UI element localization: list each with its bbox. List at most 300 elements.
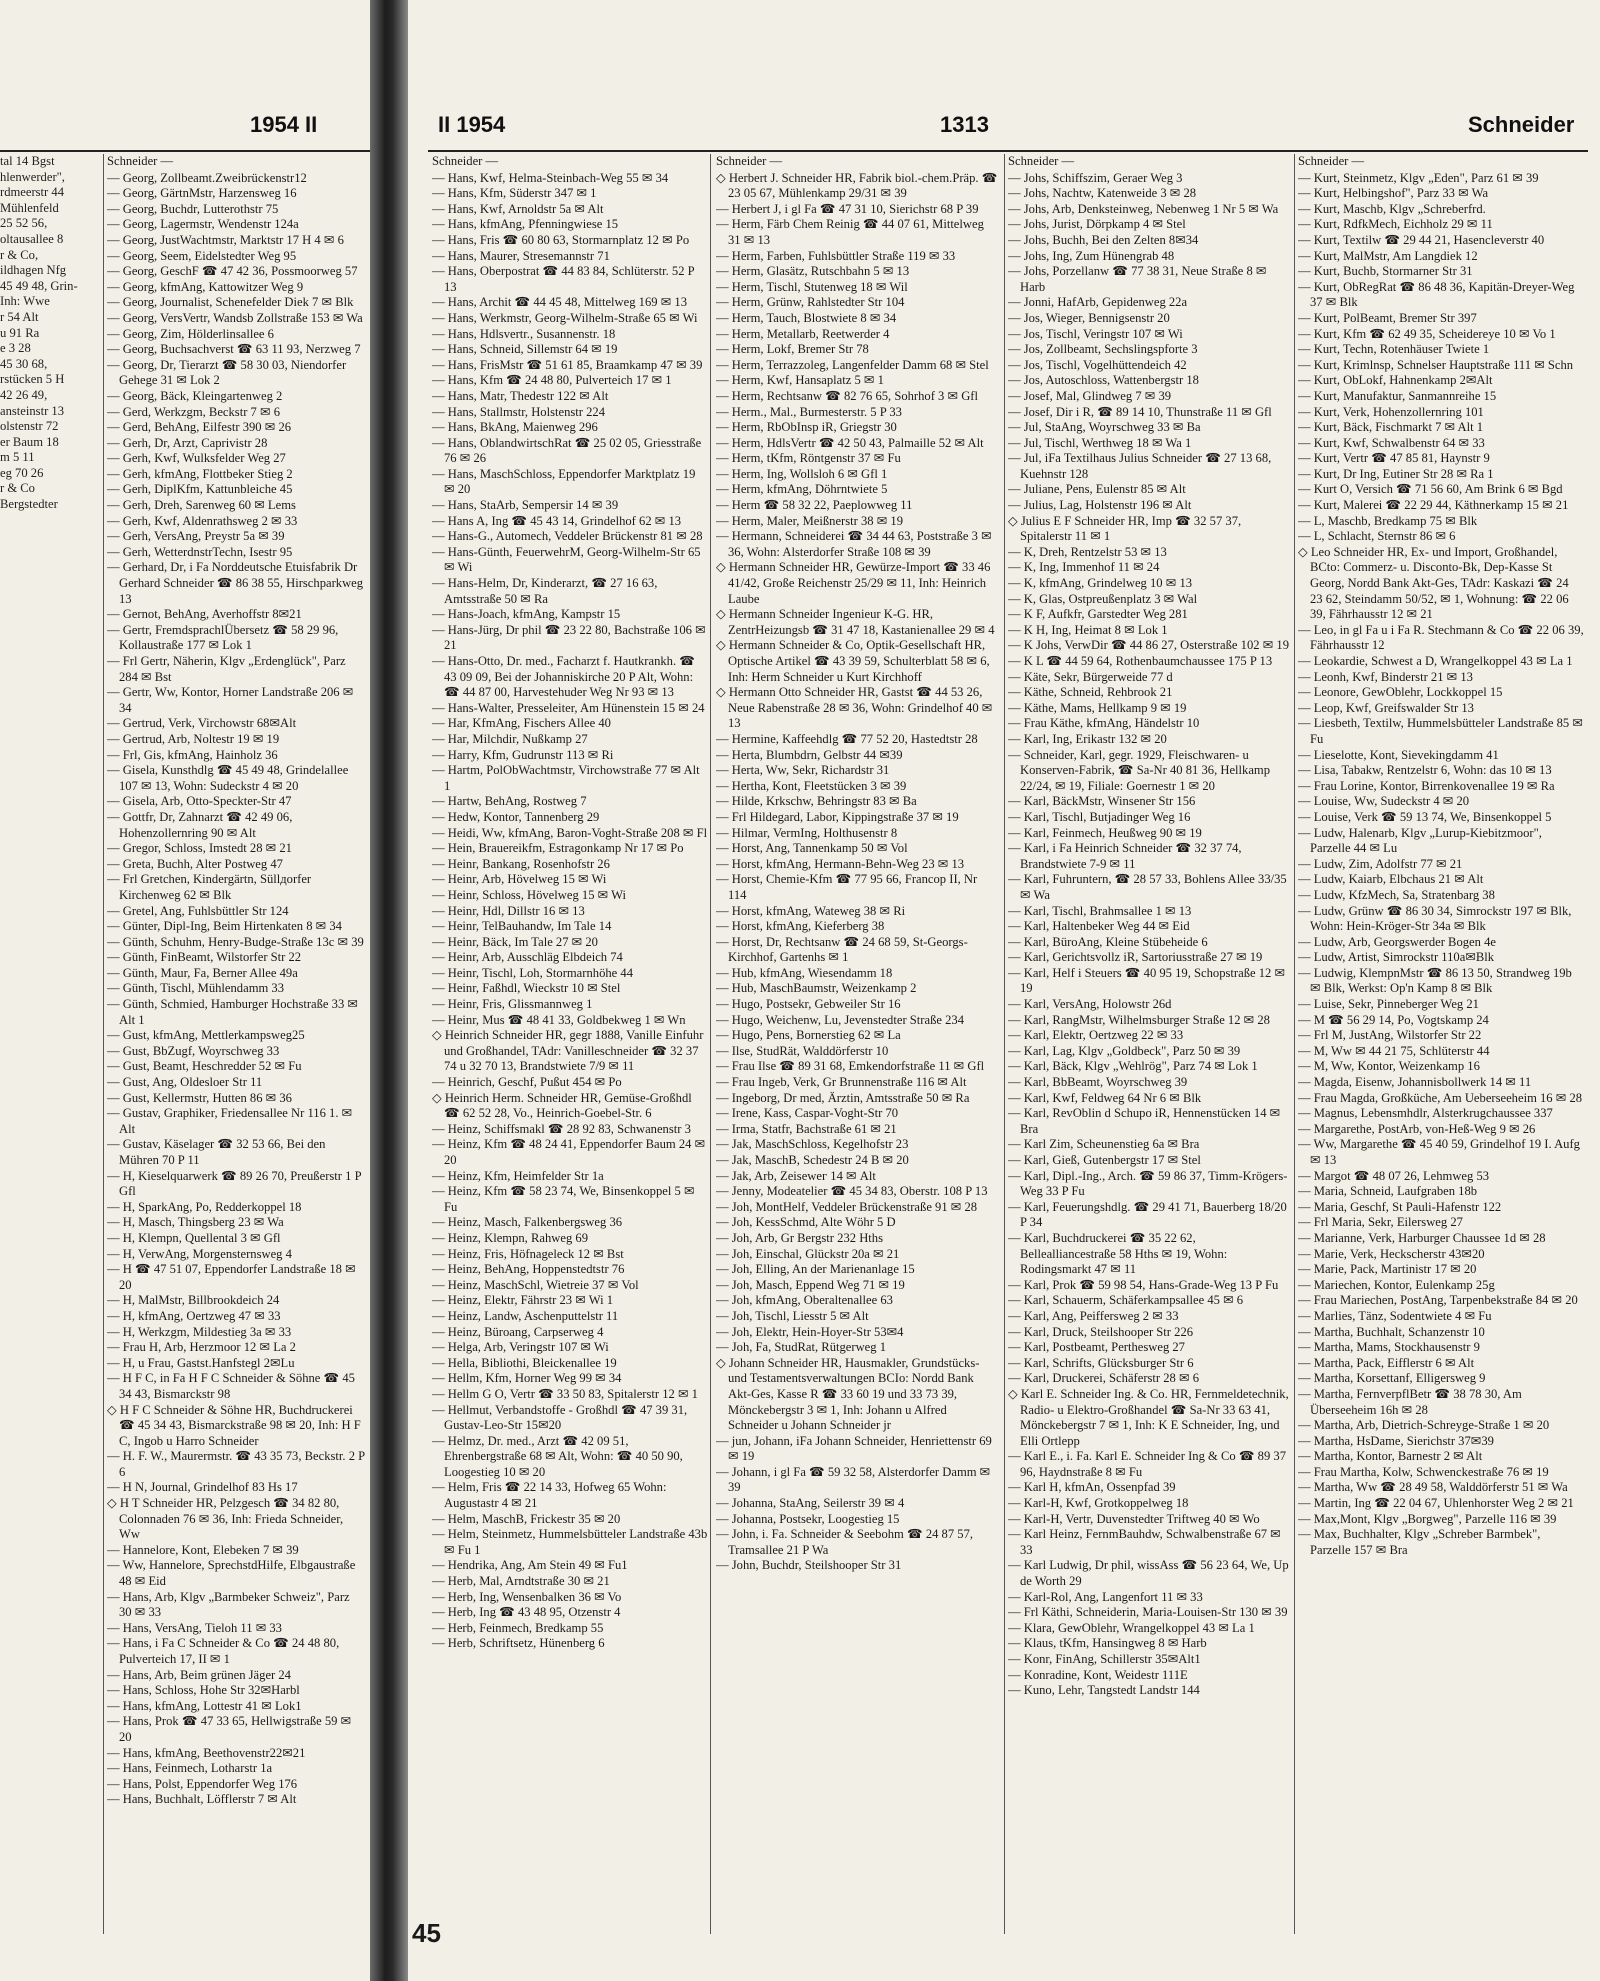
directory-entry: — Karl, VersAng, Holowstr 26d — [1008, 997, 1172, 1012]
edge-fragment: 45 49 48, Grin- — [0, 278, 78, 293]
directory-entry: — Martha, FernverpflBetr ☎ 38 78 30, Am Überseeheim 16h ✉ 28 — [1298, 1386, 1522, 1417]
edge-fragment: oltausallee 8 — [0, 231, 64, 246]
column-divider-1 — [710, 154, 711, 1934]
directory-entry: — Kurt, Maschb, Klgv „Schreberfrd. — [1298, 201, 1486, 216]
directory-entry: — Karl-H, Vertr, Duvenstedter Triftweg 40 ✉ Wo — [1008, 1511, 1260, 1526]
running-head: Schneider — [1468, 112, 1575, 137]
directory-entry: — Hella, Bibliothi, Bleickenallee 19 — [432, 1355, 617, 1370]
directory-entry: — Hans, i Fa C Schneider & Co ☎ 24 48 80, Pulverteich 17, II ✉ 1 — [107, 1636, 340, 1666]
directory-entry: — H, Masch, Thingsberg 23 ✉ Wa — [107, 1215, 284, 1230]
directory-entry: — Gertrud, Arb, Noltestr 19 ✉ 19 — [107, 731, 280, 746]
edge-fragment: olstenstr 72 — [0, 419, 59, 434]
directory-entry: — Martha, Ww ☎ 28 49 58, Walddörferstr 51 ✉ Wa — [1298, 1480, 1568, 1495]
directory-entry: — Herm, Kwf, Hansaplatz 5 ✉ 1 — [716, 373, 884, 388]
directory-entry: — Jos, Tischl, Vogelhüttendeich 42 — [1008, 357, 1187, 372]
directory-entry: — Frau Ingeb, Verk, Gr Brunnenstraße 116 ✉ Alt — [716, 1075, 967, 1090]
edge-fragment: r & Co, — [0, 247, 39, 262]
directory-entry: — Herm, Farben, Fuhlsbüttler Straße 119 ✉ 33 — [716, 248, 956, 263]
directory-entry: — Frau H, Arb, Herzmoor 12 ✉ La 2 — [107, 1340, 296, 1355]
directory-entry: — Jenny, Modeatelier ☎ 45 34 83, Oberstr. 108 P 13 — [716, 1184, 988, 1199]
directory-entry: — Klara, GewOblehr, Wrangelkoppel 43 ✉ La 1 — [1008, 1620, 1255, 1635]
directory-entry: — Irma, Statfr, Bachstraße 61 ✉ 21 — [716, 1121, 897, 1136]
directory-entry: — Horst, Dr, Rechtsanw ☎ 24 68 59, St-Georgs-Kirchhof, Gartenhs ✉ 1 — [716, 934, 968, 965]
directory-entry: ◇ Hermann Schneider HR, Gewürze-Import ☎ 33 46 41/42, Große Reichenstr 25/29 ✉ 11, Inh: Heinrich Laube — [716, 560, 991, 606]
directory-entry: — Hans, StaArb, Sempersir 14 ✉ 39 — [432, 498, 619, 513]
directory-entry: — Käthe, Schneid, Rehbrook 21 — [1008, 685, 1173, 700]
directory-entry: — Hans A, Ing ☎ 45 43 14, Grindelhof 62 ✉ 13 — [432, 513, 682, 528]
directory-entry: — Hannelore, Kont, Elebeken 7 ✉ 39 — [107, 1542, 299, 1557]
directory-entry: — John, i. Fa. Schneider & Seebohm ☎ 24 87 57, Tramsallee 21 P Wa — [716, 1527, 974, 1557]
directory-entry: — Karl, Tischl, Butjadinger Weg 16 — [1008, 809, 1191, 824]
directory-entry: — Herm, Grünw, Rahlstedter Str 104 — [716, 295, 905, 310]
directory-entry: — Käthe, Mams, Hellkamp 9 ✉ 19 — [1008, 700, 1187, 715]
directory-entry: — Karl, Druckerei, Schäferstr 28 ✉ 6 — [1008, 1371, 1199, 1386]
directory-entry: — Herm ☎ 58 32 22, Paeplowweg 11 — [716, 498, 913, 513]
directory-entry: — Heinz, Kfm ☎ 58 23 74, We, Binsenkoppel 5 ✉ Fu — [432, 1184, 695, 1214]
directory-entry: — Gust, kfmAng, Mettlerkampsweg25 — [107, 1028, 305, 1043]
directory-entry: — Martha, HsDame, Sierichstr 37✉39 — [1298, 1433, 1494, 1448]
edge-fragment: 25 52 56, — [0, 216, 48, 231]
directory-entry: — Heinr, Bäck, Im Tale 27 ✉ 20 — [432, 934, 598, 949]
directory-entry: — Gust, Kellermstr, Hutten 86 ✉ 36 — [107, 1090, 292, 1105]
directory-entry: — Kurt O, Versich ☎ 71 56 60, Am Brink 6 ✉ Bgd — [1298, 482, 1563, 497]
directory-entry: — Ludw, Artist, Simrockstr 110a✉Blk — [1298, 950, 1495, 965]
directory-entry: — Hans, Schloss, Hohe Str 32✉Harbl — [107, 1683, 300, 1698]
directory-entry: — Karl-Rol, Ang, Langenfort 11 ✉ 33 — [1008, 1589, 1203, 1604]
directory-entry: — Gerh, Dr, Arzt, Caprivistr 28 — [107, 435, 268, 450]
directory-entry: — Karl, Fuhruntern, ☎ 28 57 33, Bohlens Allee 33/35 ✉ Wa — [1008, 872, 1287, 902]
directory-entry: — Helm, MaschB, Frickestr 35 ✉ 20 — [432, 1511, 621, 1526]
directory-entry: — Heinz, Fris, Höfnageleck 12 ✉ Bst — [432, 1246, 624, 1261]
directory-entry: — Hans, Prok ☎ 47 33 65, Hellwigstraße 59 ✉ 20 — [107, 1714, 352, 1744]
directory-entry: — Hans, FrisMstr ☎ 51 61 85, Braamkamp 47 ✉ 39 — [432, 357, 703, 372]
directory-entry: — Frl Gretchen, Kindergärtn, Süllдorfer Kirchenweg 62 ✉ Blk — [107, 872, 312, 902]
directory-entry: — Johs, Jurist, Dörpkamp 4 ✉ Stel — [1008, 217, 1186, 232]
column-divider-3 — [1294, 154, 1295, 1934]
edge-fragment: er Baum 18 — [0, 434, 59, 449]
directory-entry: — Kurt, Dr Ing, Eutiner Str 28 ✉ Ra 1 — [1298, 466, 1494, 481]
directory-entry: — Luise, Sekr, Pinneberger Weg 21 — [1298, 997, 1479, 1012]
directory-entry: — Margot ☎ 48 07 26, Lehmweg 53 — [1298, 1168, 1490, 1183]
directory-entry: — Gust, Beamt, Heschredder 52 ✉ Fu — [107, 1059, 302, 1074]
directory-entry: — Hendrika, Ang, Am Stein 49 ✉ Fu1 — [432, 1558, 628, 1573]
directory-entry: — Johanna, StaAng, Seilerstr 39 ✉ 4 — [716, 1496, 905, 1511]
directory-entry: — K, Glas, Ostpreußenplatz 3 ✉ Wal — [1008, 591, 1198, 606]
column-head: Schneider — — [107, 154, 174, 168]
directory-entry: — Karl-H, Kwf, Grotkoppelweg 18 — [1008, 1496, 1189, 1511]
directory-entry: — Günth, Schuhm, Henry-Budge-Straße 13c ✉ 39 — [107, 934, 364, 949]
directory-entry: — Heinr, Schloss, Hövelweg 15 ✉ Wi — [432, 887, 626, 902]
directory-entry: — Georg, Lagermstr, Wendenstr 124a — [107, 217, 299, 232]
directory-entry: — Hans, Maurer, Stresemannstr 71 — [432, 248, 610, 263]
directory-entry: — Horst, Ang, Tannenkamp 50 ✉ Vol — [716, 841, 908, 856]
left-edge-fragments — [0, 154, 100, 1954]
directory-entry: — Günth, FinBeamt, Wilstorfer Str 22 — [107, 950, 302, 965]
directory-entry: — Helm, Steinmetz, Hummelsbütteler Landstraße 43b ✉ Fu 1 — [432, 1527, 708, 1557]
directory-entry: — Karl, BäckMstr, Winsener Str 156 — [1008, 794, 1196, 809]
directory-entry: — Herm, Tauch, Blostwiete 8 ✉ 34 — [716, 310, 897, 325]
directory-entry: — Kurt, PolBeamt, Bremer Str 397 — [1298, 310, 1477, 325]
directory-entry: — Karl, Prok ☎ 59 98 54, Hans-Grade-Weg 13 P Fu — [1008, 1277, 1279, 1292]
directory-entry: — K H, Ing, Heimat 8 ✉ Lok 1 — [1008, 622, 1168, 637]
directory-entry: — Frl Käthi, Schneiderin, Maria-Louisen-Str 130 ✉ 39 — [1008, 1605, 1288, 1620]
directory-entry: — Herb, Feinmech, Bredkamp 55 — [432, 1620, 604, 1635]
directory-entry: — Kurt, Malerei ☎ 22 29 44, Käthnerkamp 15 ✉ 21 — [1298, 498, 1569, 513]
directory-entry: — Gisela, Arb, Otto-Speckter-Str 47 — [107, 794, 292, 809]
directory-entry: — H, Klempn, Quellental 3 ✉ Gfl — [107, 1230, 281, 1245]
directory-entry: — Hans, Kfm ☎ 24 48 80, Pulverteich 17 ✉ 1 — [432, 373, 672, 388]
directory-entry: — Heinr, Hdl, Dillstr 16 ✉ 13 — [432, 903, 585, 918]
directory-entry: — Leokardie, Schwest a D, Wrangelkoppel 43 ✉ La 1 — [1298, 654, 1573, 668]
directory-entry: — Hans, Kwf, Helma-Steinbach-Weg 55 ✉ 34 — [432, 170, 669, 185]
directory-entry: — Horst, kfmAng, Kieferberg 38 — [716, 919, 885, 934]
directory-entry: — Gerhard, Dr, i Fa Norddeutsche Etuisfabrik Dr Gerhard Schneider ☎ 86 38 55, Hirschparkweg 13 — [107, 560, 364, 606]
edge-fragment: Inh: Wwe — [0, 294, 50, 309]
right-page — [408, 0, 1600, 1981]
right-page-header: II 1954 — [438, 112, 506, 137]
edge-fragment: e 3 28 — [0, 341, 31, 356]
directory-entry: — H. F. W., Maurermstr. ☎ 43 35 73, Beckstr. 2 P 6 — [107, 1449, 365, 1479]
directory-entry: — Georg, Buchdr, Lutterothstr 75 — [107, 201, 279, 216]
directory-entry: — Hans, Matr, Thedestr 122 ✉ Alt — [432, 388, 609, 403]
directory-entry: — Frl Maria, Sekr, Eilersweg 27 — [1298, 1215, 1463, 1230]
directory-entry: — K Johs, VerwDir ☎ 44 86 27, Osterstraße 102 ✉ 19 — [1008, 638, 1290, 653]
directory-entry: — Johs, Nachtw, Katenweide 3 ✉ 28 — [1008, 186, 1197, 201]
edge-fragment: hlenwerder", — [0, 169, 65, 184]
directory-entry: ◇ Heinrich Herm. Schneider HR, Gemüse-Großhdl ☎ 62 52 28, Vo., Heinrich-Goebel-Str. 6 — [432, 1090, 692, 1121]
directory-entry: — Hermann, Schneiderei ☎ 34 44 63, Poststraße 3 ✉ 36, Wohn: Alsterdorfer Straße 108 ✉ 39 — [716, 529, 992, 559]
directory-entry: — Martha, Kontor, Barnestr 2 ✉ Alt — [1298, 1449, 1483, 1464]
directory-entry: — Jos, Autoschloss, Wattenbergstr 18 — [1008, 373, 1199, 388]
directory-entry: — Johanna, Postsekr, Loogestieg 15 — [716, 1511, 900, 1526]
left-page — [0, 0, 370, 1981]
directory-entry: — Hans, Arb, Klgv „Barmbeker Schweiz", Parz 30 ✉ 33 — [107, 1589, 350, 1620]
directory-entry: — Joh, Arb, Gr Bergstr 232 Hths — [716, 1230, 883, 1245]
directory-entry: — Marie, Pack, Martinistr 17 ✉ 20 — [1298, 1262, 1477, 1277]
directory-entry: — Ludw, Halenarb, Klgv „Lurup-Kiebitzmoor", Parzelle 44 ✉ Lu — [1298, 825, 1542, 856]
directory-entry: — Herm, RbObInsp iR, Griegstr 30 — [716, 420, 897, 435]
directory-entry: — Herm, Metallarb, Reetwerder 4 — [716, 326, 890, 341]
edge-fragment: ansteinstr 13 — [0, 403, 65, 418]
edge-fragment: Bergstedter — [0, 497, 58, 512]
directory-entry: — Hans, VersAng, Tieloh 11 ✉ 33 — [107, 1620, 282, 1635]
directory-entry: — Karl, Schrifts, Glücksburger Str 6 — [1008, 1355, 1194, 1370]
directory-entry: — Joh, KessSchmd, Alte Wöhr 5 D — [716, 1215, 896, 1230]
edge-fragment: rstücken 5 H — [0, 372, 65, 387]
directory-entry: — Herm, Färb Chem Reinig ☎ 44 07 61, Mittelweg 31 ✉ 13 — [716, 217, 984, 247]
directory-entry: ◇ Hermann Schneider Ingenieur K-G. HR, ZentrHeizungsb ☎ 31 47 18, Kastanienallee 29 ✉ 4 — [716, 607, 995, 637]
directory-entry: — Helga, Arb, Veringstr 107 ✉ Wi — [432, 1340, 609, 1355]
directory-entry: — L, Schlacht, Sternstr 86 ✉ 6 — [1298, 529, 1456, 544]
directory-entry: — Margarethe, PostArb, von-Heß-Weg 9 ✉ 26 — [1298, 1121, 1536, 1136]
directory-entry: — Gerh, DiplKfm, Kattunbleiche 45 — [107, 482, 293, 497]
directory-entry: — Jos, Tischl, Veringstr 107 ✉ Wi — [1008, 326, 1183, 341]
directory-entry: — Georg, VersVertr, Wandsb Zollstraße 153 ✉ Wa — [107, 310, 363, 325]
directory-entry: — Hilde, Krkschw, Behringstr 83 ✉ Ba — [716, 794, 917, 809]
directory-entry: — Johs, Schiffszim, Geraer Weg 3 — [1008, 170, 1183, 185]
directory-entry: — K, Ing, Immenhof 11 ✉ 24 — [1008, 560, 1160, 575]
directory-entry: — Kurt, MalMstr, Am Langdiek 12 — [1298, 248, 1478, 263]
directory-entry: — Günter, Dipl-Ing, Beim Hirtenkaten 8 ✉ 34 — [107, 919, 342, 934]
left-column-divider — [103, 154, 104, 1934]
directory-entry: — Martha, Korsettanf, Elligersweg 9 — [1298, 1371, 1486, 1386]
directory-entry: — Heinz, Schiffsmakl ☎ 28 92 83, Schwanenstr 3 — [432, 1121, 691, 1136]
directory-entry: — Joh, Masch, Eppend Weg 71 ✉ 19 — [716, 1277, 905, 1292]
directory-entry: ◇ Karl E. Schneider Ing. & Co. HR, Fernmeldetechnik, Radio- u Elektro-Großhandel ☎ Sa-Nr 33 63 41, Mönckebergstr 7 ✉ 1, Inh: K E Schneider, Ing, und Elli Ortlepp — [1008, 1386, 1289, 1448]
edge-fragment: m 5 11 — [0, 450, 35, 465]
left-column — [107, 154, 365, 1954]
left-header-rule — [0, 150, 370, 152]
directory-entry: — Hans, Stallmstr, Holstenstr 224 — [432, 404, 606, 419]
directory-entry: — Karl, Postbeamt, Perthesweg 27 — [1008, 1340, 1185, 1355]
directory-entry: — Frl Gertr, Näherin, Klgv „Erdenglück", Parz 284 ✉ Bst — [107, 654, 346, 684]
directory-entry: — Johs, Porzellanw ☎ 77 38 31, Neue Straße 8 ✉ Harb — [1008, 264, 1267, 294]
directory-entry: — Hub, kfmAng, Wiesendamm 18 — [716, 965, 893, 980]
directory-entry: — Heinr, Arb, Hövelweg 15 ✉ Wi — [432, 872, 607, 887]
directory-entry: — Hein, Brauereikfm, Estragonkamp Nr 17 ✉ Po — [432, 841, 684, 856]
directory-entry: — Johs, Ing, Zum Hünengrab 48 — [1008, 248, 1175, 263]
directory-entry: — Ww, Hannelore, SprechstdHilfe, Elbgaustraße 48 ✉ Eid — [107, 1558, 356, 1589]
directory-entry: — Har, KfmAng, Fischers Allee 40 — [432, 716, 611, 731]
directory-entry: — Hans, kfmAng, Pfenningwiese 15 — [432, 217, 619, 232]
directory-entry: — Karl, BüroAng, Kleine Stübeheide 6 — [1008, 934, 1208, 949]
directory-entry: — Martin, Ing ☎ 22 04 67, Uhlenhorster Weg 2 ✉ 21 — [1298, 1496, 1574, 1511]
directory-entry: — Magnus, Lebensmhdlr, Alsterkrugchaussee 337 — [1298, 1106, 1553, 1121]
directory-entry: — Jos, Zollbeamt, Sechslingspforte 3 — [1008, 342, 1198, 357]
directory-entry: — Jak, Arb, Zeisewег 14 ✉ Alt — [716, 1168, 876, 1183]
directory-entry: — Ludw, Arb, Georgswerder Bogen 4e — [1298, 934, 1496, 949]
column-head: Schneider — — [432, 154, 499, 168]
directory-entry: — Georg, kfmAng, Kattowitzer Weg 9 — [107, 279, 304, 294]
directory-entry: — Hans-Walter, Presseleiter, Am Hünenstein 15 ✉ 24 — [432, 700, 705, 715]
column-head: Schneider — — [1008, 154, 1075, 168]
directory-entry: — Jonni, HafArb, Gepidenweg 22a — [1008, 295, 1188, 310]
directory-entry: — Jul, iFa Textilhaus Julius Schneider ☎ 27 13 68, Kuehnstr 128 — [1008, 451, 1272, 481]
directory-entry: — Hans, Hdlsvertr., Susannenstr. 18 — [432, 326, 616, 341]
directory-entry: — Johann, i gl Fa ☎ 59 32 58, Alsterdorfer Damm ✉ 39 — [716, 1464, 991, 1495]
directory-entry: — Karl, Feuerungshdlg. ☎ 29 41 71, Bauerberg 18/20 P 34 — [1008, 1199, 1287, 1230]
directory-entry: — Hans, Kwf, Arnoldstr 5a ✉ Alt — [432, 201, 604, 216]
directory-entry: — Leo, in gl Fa u i Fa R. Stechmann & Co ☎ 22 06 39, Fährhausstr 12 — [1298, 622, 1584, 653]
directory-entry: — Hans-Günth, FeuerwehrM, Georg-Wilhelm-Str 65 ✉ Wi — [432, 544, 701, 575]
directory-entry: — K F, Aufkfr, Garstedter Weg 281 — [1008, 607, 1188, 622]
directory-entry: — H, SparkAng, Po, Redderkoppel 18 — [107, 1199, 302, 1214]
directory-entry: — Herb, Ing ☎ 43 48 95, Otzenstr 4 — [432, 1605, 621, 1620]
directory-entry: — Kurt, ObRegRat ☎ 86 48 36, Kapitän-Dreyer-Weg 37 ✉ Blk — [1298, 279, 1575, 310]
directory-entry: — Joh, MontHelf, Veddeler Brückenstraße 91 ✉ 28 — [716, 1199, 978, 1214]
directory-entry: — Georg, Bäck, Kleingartenweg 2 — [107, 388, 283, 403]
directory-entry: — Hilmar, VermIng, Holthusenstr 8 — [716, 825, 898, 840]
left-page-header: 1954 II — [250, 112, 318, 137]
page-number-bottom: 45 — [412, 1918, 441, 1948]
directory-entry: — Herm., Mal., Burmesterstr. 5 P 33 — [716, 404, 902, 419]
directory-entry: — Gerd, BehAng, Eilfestr 390 ✉ 26 — [107, 420, 292, 435]
directory-entry: — Helmz, Dr. med., Arzt ☎ 42 09 51, Ehrenbergstraße 68 ✉ Alt, Wohn: ☎ 40 50 90, Loogestieg 10 ✉ 20 — [432, 1433, 683, 1479]
directory-entry: — Gertr, Ww, Kontor, Horner Landstraße 206 ✉ 34 — [107, 685, 354, 715]
directory-entry: — Gretel, Ang, Fuhlsbüttler Str 124 — [107, 903, 289, 918]
column-head: Schneider — — [1298, 154, 1365, 168]
directory-entry: — Lieselotte, Kont, Sievekingdamm 41 — [1298, 747, 1499, 762]
directory-entry: — Heinz, Kfm ☎ 48 24 41, Eppendorfer Baum 24 ✉ 20 — [432, 1137, 706, 1167]
directory-entry: ◇ Herbert J. Schneider HR, Fabrik biol.-chem.Präp. ☎ 23 05 67, Mühlenkamp 29/31 ✉ 39 — [716, 170, 998, 201]
directory-entry: — Max,Mont, Klgv „Borgweg", Parzelle 116 ✉ 39 — [1298, 1511, 1557, 1526]
directory-entry: — Kurt, Kwf, Schwalbenstr 64 ✉ 33 — [1298, 435, 1485, 450]
column-1 — [432, 154, 708, 1954]
directory-entry: — Herm, Ing, Wollsloh 6 ✉ Gfl 1 — [716, 466, 888, 481]
directory-entry: — Horst, kfmAng, Wateweg 38 ✉ Ri — [716, 903, 906, 918]
directory-entry: — Herta, Ww, Sekr, Richardstr 31 — [716, 763, 890, 778]
directory-entry: — Martha, Mams, Stockhausenstr 9 — [1298, 1340, 1480, 1355]
directory-entry: — Kurt, Buchb, Stormarner Str 31 — [1298, 264, 1473, 279]
directory-entry: — Hub, MaschBaumstr, Weizenkamp 2 — [716, 981, 917, 996]
directory-entry: — Kurt, Steinmetz, Klgv „Eden", Parz 61 ✉ 39 — [1298, 170, 1539, 185]
directory-entry: — Gustav, Käselager ☎ 32 53 66, Bei den Mühren 70 P 11 — [107, 1137, 326, 1167]
directory-entry: — Karl, Ang, Peiffersweg 2 ✉ 33 — [1008, 1308, 1179, 1323]
directory-entry: — Magda, Eisenw, Johannisbollwerk 14 ✉ 11 — [1298, 1075, 1532, 1090]
directory-entry: — Kurt, Kfm ☎ 62 49 35, Scheidereye 10 ✉ Vo 1 — [1298, 326, 1556, 341]
edge-fragment: Mühlenfeld — [0, 200, 59, 215]
directory-entry: — Leonore, GewOblehr, Lockkoppel 15 — [1298, 685, 1503, 700]
directory-entry: — Kurt, Verk, Hohenzollernring 101 — [1298, 404, 1484, 419]
directory-entry: — K L ☎ 44 59 64, Rothenbaumchaussee 175 P 13 — [1008, 654, 1273, 668]
directory-entry: — Günth, Tischl, Mühlendamm 33 — [107, 981, 285, 996]
directory-entry: — Karl Heinz, FernmBauhdw, Schwalbenstraße 67 ✉ 33 — [1008, 1527, 1281, 1557]
directory-entry: — Martha, Buchhalt, Schanzenstr 10 — [1298, 1324, 1485, 1339]
column-2 — [716, 154, 998, 1954]
directory-entry: — Hans, MaschSchloss, Eppendorfer Marktplatz 19 ✉ 20 — [432, 466, 696, 497]
directory-entry: — Karl H, kfmAn, Ossenpfad 39 — [1008, 1480, 1176, 1495]
directory-entry: — Lisa, Tabakw, Rentzelstr 6, Wohn: das 10 ✉ 13 — [1298, 763, 1552, 778]
directory-entry: ◇ Leo Schneider HR, Ex- und Import, Großhandel, BCto: Commerz- u. Disconto-Bk, Dep-Kasse St Georg, Nordd Bank Akt-Ges, TAdr: Kaskazi ☎ 24 23 62, Steindamm 50/52, ✉ 1, Wohnung: ☎ 22 06 39, Fährhausstr 12 ✉ 21 — [1298, 544, 1569, 622]
directory-entry: — Klaus, tKfm, Hansingweg 8 ✉ Harb — [1008, 1636, 1207, 1651]
directory-entry: — Jul, StaAng, Woyrschweg 33 ✉ Ba — [1008, 420, 1201, 435]
directory-entry: — Maria, Schneid, Laufgraben 18b — [1298, 1184, 1478, 1199]
directory-entry: — Heinrich, Geschf, Pußut 454 ✉ Po — [432, 1075, 622, 1090]
directory-entry: — Hans, Fris ☎ 60 80 63, Stormarnplatz 12 ✉ Po — [432, 232, 690, 247]
directory-entry: — Josef, Dir i R, ☎ 89 14 10, Thunstraße 11 ✉ Gfl — [1008, 404, 1272, 419]
directory-entry: — Herb, Schriftsetz, Hünenberg 6 — [432, 1636, 605, 1651]
directory-entry: — Hans-Helm, Dr, Kinderarzt, ☎ 27 16 63, Amtsstraße 50 ✉ Ra — [432, 576, 658, 606]
directory-entry: — Hans, Archit ☎ 44 45 48, Mittelweg 169 ✉ 13 — [432, 295, 688, 310]
directory-entry: — Herm, kfmAng, Döhrntwiete 5 — [716, 482, 888, 497]
directory-entry: — Frau Martha, Kolw, Schwenckestraße 76 ✉ 19 — [1298, 1464, 1549, 1479]
directory-entry: — Louise, Verk ☎ 59 13 74, We, Binsenkoppel 5 — [1298, 809, 1552, 824]
directory-entry: — Frau Ilse ☎ 89 31 68, Emkendorfstraße 11 ✉ Gfl — [716, 1059, 985, 1074]
directory-entry: ◇ Heinrich Schneider HR, gegr 1888, Vanille Einfuhr und Großhandel, TAdr: Vanilleschneider ☎ 32 37 74 u 32 70 13, Brandstwiete 7/9 ✉ 11 — [432, 1028, 704, 1074]
directory-entry: ◇ H F C Schneider & Söhne HR, Buchdruckerei ☎ 45 34 43, Bismarckstraße 98 ✉ 20, Inh: H F C, Ingob u Harro Schneider — [107, 1402, 361, 1448]
directory-entry: — Kurt, Helbingshof", Parz 33 ✉ Wa — [1298, 186, 1489, 201]
directory-entry: — M, Ww, Kontor, Weizenkamp 16 — [1298, 1059, 1480, 1074]
directory-entry: — Heinr, Arb, Ausschläg Elbdeich 74 — [432, 950, 623, 965]
column-4 — [1298, 154, 1584, 1954]
directory-entry: — Karl Zim, Scheunenstieg 6a ✉ Bra — [1008, 1137, 1200, 1152]
directory-entry: — Herm, HdlsVertr ☎ 42 50 43, Palmaille 52 ✉ Alt — [716, 435, 984, 450]
directory-entry: — H, Werkzgm, Mildestieg 3a ✉ 33 — [107, 1324, 292, 1339]
directory-entry: — Ludw, Kaiarb, Elbchaus 21 ✉ Alt — [1298, 872, 1484, 887]
directory-entry: — Marianne, Verk, Harburger Chaussee 1d ✉ 28 — [1298, 1230, 1546, 1245]
directory-entry: — Jak, MaschB, Schedestr 24 B ✉ 20 — [716, 1153, 909, 1167]
directory-entry: — Hellm G O, Vertr ☎ 33 50 83, Spitalerstr 12 ✉ 1 — [432, 1386, 698, 1401]
directory-entry: — Gust, BbZugf, Woyrschweg 33 — [107, 1043, 280, 1058]
directory-entry: — Horst, Chemie-Kfm ☎ 77 95 66, Francop II, Nr 114 — [716, 872, 978, 902]
directory-entry: — Ww, Margarethe ☎ 45 40 59, Grindelhof 19 I. Aufg ✉ 13 — [1298, 1137, 1580, 1167]
directory-entry: — Herb, Mal, Arndtstraße 30 ✉ 21 — [432, 1574, 610, 1589]
directory-entry: — Herm, Rechtsanw ☎ 82 76 65, Sohrhof 3 ✉ Gfl — [716, 388, 978, 403]
directory-entry: — Gerh, Kwf, Wulksfelder Weg 27 — [107, 451, 286, 466]
edge-fragment: u 91 Ra — [0, 325, 40, 340]
directory-entry: — Hugo, Postsekr, Gebweiler Str 16 — [716, 997, 901, 1012]
directory-entry: — Karl, Tischl, Brahmsallee 1 ✉ 13 — [1008, 903, 1192, 918]
directory-entry: — Julius, Lag, Holstenstr 196 ✉ Alt — [1008, 498, 1192, 513]
directory-entry: — Herm, Glasätz, Rutschbahn 5 ✉ 13 — [716, 264, 910, 279]
directory-entry: — Heinz, Büroang, Carpserweg 4 — [432, 1324, 604, 1339]
directory-entry: — Ilse, StudRät, Walddörferstr 10 — [716, 1043, 889, 1058]
directory-entry: — Maria, Geschf, St Pauli-Hafenstr 122 — [1298, 1199, 1502, 1214]
directory-entry: — Georg, Buchsachverst ☎ 63 11 93, Nerzweg 7 — [107, 342, 361, 357]
directory-entry: — Kuno, Lehr, Tangstedt Landstr 144 — [1008, 1683, 1200, 1698]
column-head: Schneider — — [716, 154, 783, 168]
edge-fragment: ildhagen Nfg — [0, 263, 67, 278]
directory-entry: — Frau Magda, Großküche, Am Ueberseeheim 16 ✉ 28 — [1298, 1090, 1583, 1105]
directory-entry: — Karl, RangMstr, Wilhelmsburger Straße 12 ✉ 28 — [1008, 1012, 1270, 1027]
directory-entry: — Karl, Lag, Klgv „Goldbeck", Parz 50 ✉ 39 — [1008, 1043, 1241, 1058]
right-header-rule — [428, 150, 1588, 152]
directory-entry: ◇ Hermann Otto Schneider HR, Gastst ☎ 44 53 26, Neue Rabenstraße 28 ✉ 36, Wohn: Grindelhof 40 ✉ 13 — [716, 685, 993, 731]
directory-entry: — Georg, Zollbeamt.Zweibrückenstr12 — [107, 170, 307, 185]
edge-fragment: 45 30 68, — [0, 356, 48, 371]
directory-entry: — Heidi, Ww, kfmAng, Baron-Voght-Straße 208 ✉ Fl — [432, 825, 708, 840]
directory-entry: — H, Kieselquarwerk ☎ 89 26 70, Preußerstr 1 P Gfl — [107, 1168, 362, 1199]
directory-entry: — Harry, Kfm, Gudrunstr 113 ✉ Ri — [432, 747, 614, 762]
directory-entry: — Kurt, Textilw ☎ 29 44 21, Hasencleverstr 40 — [1298, 232, 1545, 247]
directory-entry: — Heinz, MaschSchl, Wietreie 37 ✉ Vol — [432, 1277, 639, 1292]
directory-entry: — Hans, BkAng, Maienweg 296 — [432, 420, 598, 435]
directory-entry: — Liesbeth, Textilw, Hummelsbütteler Landstraße 85 ✉ Fu — [1298, 716, 1583, 746]
directory-entry: — Karl, i Fa Heinrich Schneider ☎ 32 37 74, Brandstwiete 7-9 ✉ 11 — [1008, 841, 1242, 871]
directory-entry: ◇ Johann Schneider HR, Hausmakler, Grundstücks- und Testamentsverwaltungen BCIo: Nordd Bank Akt-Ges, Kasse R ☎ 33 60 19 und 33 73 39, Mönckebergstr 3 ✉ 1, Inh: Johann u Alfred Schneider u Johann Schneider jr — [716, 1355, 980, 1433]
directory-entry: — Karl, Gerichtsvollz iR, Sartoriusstraße 27 ✉ 19 — [1008, 950, 1263, 965]
directory-entry: — Karl E., i. Fa. Karl E. Schneider Ing & Co ☎ 89 37 96, Haydnstraße 8 ✉ Fu — [1008, 1449, 1287, 1479]
directory-entry: — Hans, Feinmech, Lotharstr 1a — [107, 1761, 273, 1776]
directory-entry: — Günth, Schmied, Hamburger Hochstraße 33 ✉ Alt 1 — [107, 997, 358, 1027]
directory-entry: — H F C, in Fa H F C Schneider & Söhne ☎ 45 34 43, Bismarckstr 98 — [107, 1371, 355, 1401]
directory-entry: — Konradine, Kont, Weidestr 111E — [1008, 1667, 1188, 1682]
directory-entry: — Johs, Arb, Denksteinweg, Nebenweg 1 Nr 5 ✉ Wa — [1008, 201, 1279, 216]
directory-entry: — Frl M, JustAng, Wilstorfer Str 22 — [1298, 1028, 1482, 1043]
directory-entry: — Joh, Fa, StudRat, Rütgerweg 1 — [716, 1340, 887, 1355]
directory-entry: — Hugo, Weichenw, Lu, Jevenstedter Straße 234 — [716, 1012, 964, 1027]
directory-entry: — K, Dreh, Rentzelstr 53 ✉ 13 — [1008, 544, 1167, 559]
directory-entry: — Karl, Haltenbeker Weg 44 ✉ Eid — [1008, 919, 1190, 934]
directory-entry: — Karl, Helf i Steuers ☎ 40 95 19, Schopstraße 12 ✉ 19 — [1008, 965, 1286, 996]
directory-entry: — jun, Johann, iFa Johann Schneider, Henriettenstr 69 ✉ 19 — [716, 1433, 992, 1464]
directory-entry: — Frl Hildegard, Labor, Kippingstraße 37 ✉ 19 — [716, 809, 959, 824]
directory-entry: — H ☎ 47 51 07, Eppendorfer Landstraße 18 ✉ 20 — [107, 1262, 356, 1292]
directory-entry: — Heinr, Tischl, Loh, Stormarnhöhe 44 — [432, 965, 633, 980]
directory-entry: — Irene, Kass, Caspar-Voght-Str 70 — [716, 1106, 899, 1121]
directory-entry: — Kurt, Bäck, Fischmarkt 7 ✉ Alt 1 — [1298, 420, 1484, 435]
directory-entry: — Hans, kfmAng, Beethovenstr22✉21 — [107, 1745, 306, 1760]
directory-entry: — Schneider, Karl, gegr. 1929, Fleischwaren- u Konserven-Fabrik, ☎ Sa-Nr 40 81 36, Hellkamp 22/24, ✉ 19, Filiale: Goernestr 1 ✉ 20 — [1008, 747, 1271, 793]
directory-entry: — Heinz, Masch, Falkenbergsweg 36 — [432, 1215, 623, 1230]
directory-entry: — Herm, Terrazzoleg, Langenfelder Damm 68 ✉ Stel — [716, 357, 989, 372]
directory-entry: — Herm, Lokf, Bremer Str 78 — [716, 342, 869, 357]
directory-entry: — Karl, Ing, Erikastr 132 ✉ 20 — [1008, 731, 1167, 746]
directory-entry: — Gerd, Werkzgm, Beckstr 7 ✉ 6 — [107, 404, 280, 419]
directory-entry: — Herm, tKfm, Röntgenstr 37 ✉ Fu — [716, 451, 901, 466]
directory-entry: — Frau Mariechen, PostAng, Tarpenbekstraße 84 ✉ 20 — [1298, 1293, 1578, 1308]
directory-entry: — Frau Lorine, Kontor, Birrenkovenallee 19 ✉ Ra — [1298, 778, 1555, 793]
